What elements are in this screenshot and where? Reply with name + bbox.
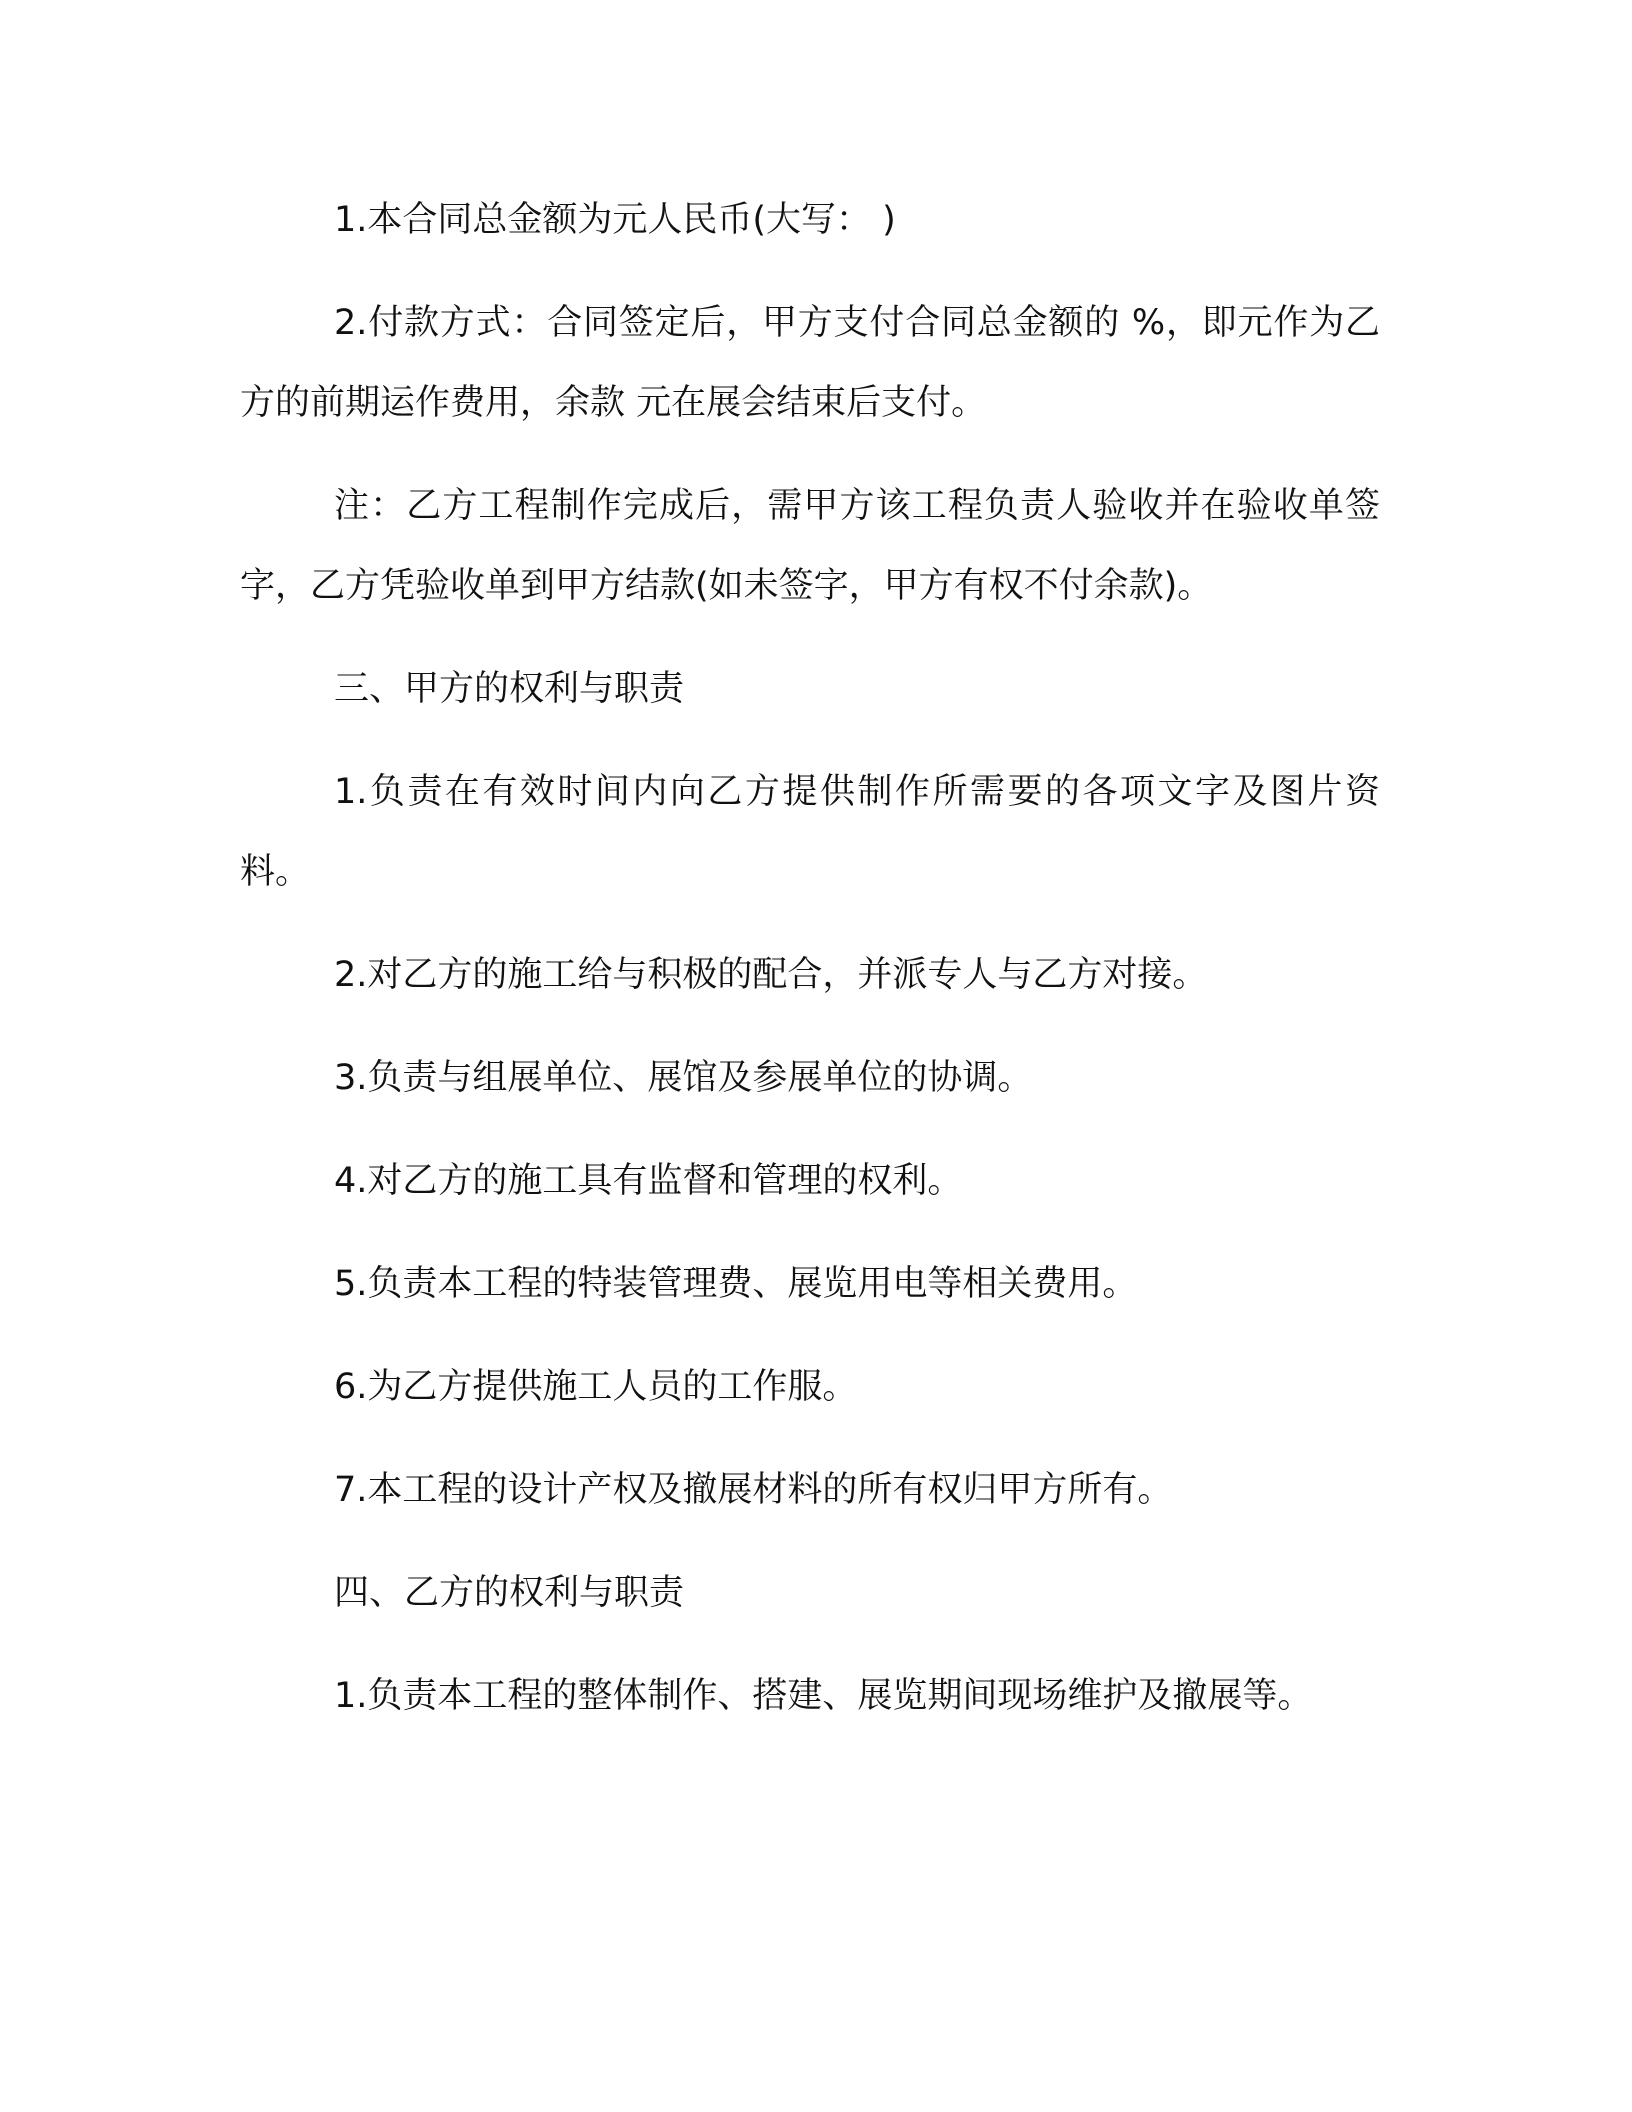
paragraph-payment-method: 2.付款方式：合同签定后，甲方支付合同总金额的 %，即元作为乙方的前期运作费用，余款 元在展会结束后支付。 <box>240 303 1380 423</box>
paragraph-party-a-item-7: 7.本工程的设计产权及撤展材料的所有权归甲方所有。 <box>334 1470 1173 1510</box>
document-body <box>240 180 1380 1759</box>
paragraph-party-a-item-2: 2.对乙方的施工给与积极的配合，并派专人与乙方对接。 <box>334 955 1208 995</box>
paragraph-party-b-item-1: 1.负责本工程的整体制作、搭建、展览期间现场维护及撤展等。 <box>334 1676 1313 1716</box>
paragraph-party-a-item-6: 6.为乙方提供施工人员的工作服。 <box>334 1367 858 1407</box>
paragraph-party-a-item-3: 3.负责与组展单位、展馆及参展单位的协调。 <box>334 1058 1033 1098</box>
paragraph-party-a-item-4: 4.对乙方的施工具有监督和管理的权利。 <box>334 1161 963 1201</box>
paragraph-party-a-item-1: 1.负责在有效时间内向乙方提供制作所需要的各项文字及图片资料。 <box>240 772 1380 892</box>
paragraph-contract-amount: 1.本合同总金额为元人民币(大写： ) <box>334 200 896 240</box>
paragraph-party-a-item-5: 5.负责本工程的特装管理费、展览用电等相关费用。 <box>334 1264 1138 1304</box>
section-heading-party-a: 三、甲方的权利与职责 <box>334 669 685 709</box>
section-heading-party-b: 四、乙方的权利与职责 <box>334 1573 685 1613</box>
paragraph-note-acceptance: 注：乙方工程制作完成后，需甲方该工程负责人验收并在验收单签字，乙方凭验收单到甲方结款(如未签字，甲方有权不付余款)。 <box>240 486 1380 606</box>
